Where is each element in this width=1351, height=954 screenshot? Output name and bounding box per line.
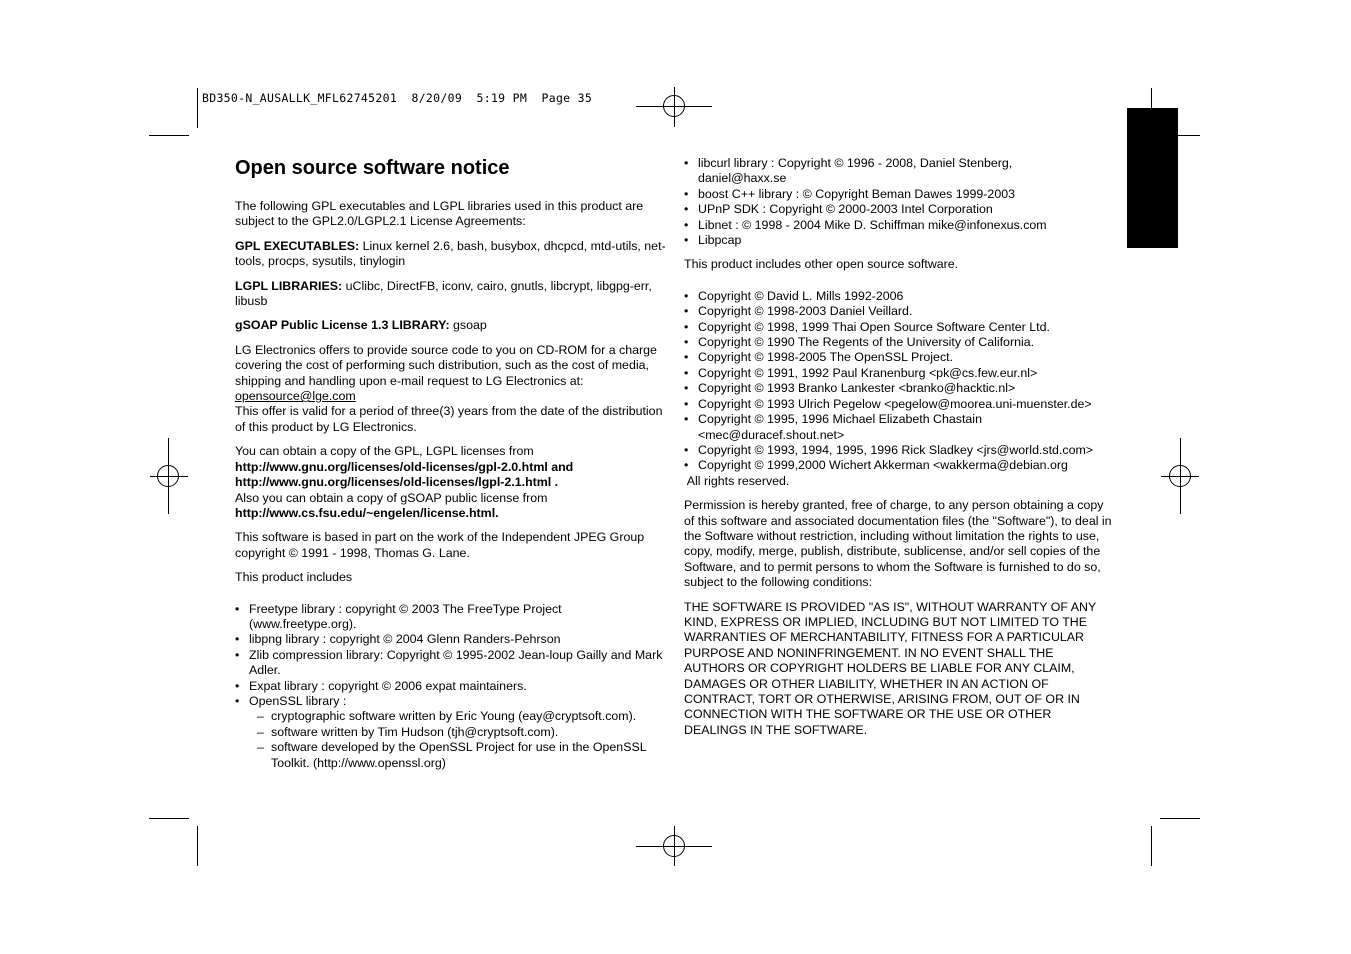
gpl-label: GPL EXECUTABLES: — [235, 238, 360, 253]
validity-paragraph: This offer is valid for a period of three(3) years from the date of the distribution of this product by LG Electronics. — [235, 404, 663, 434]
list-item: • UPnP SDK : Copyright © 2000-2003 Intel Corporation — [684, 202, 1116, 217]
list-item: • libpng library : copyright © 2004 Glenn Randers-Pehrson — [235, 632, 667, 647]
openssl-list — [257, 709, 667, 771]
gpl-text: Linux kernel 2.6, bash, busybox, dhcpcd, mtd-utils, net-tools, procps, sysutils, tinylogin — [235, 238, 666, 269]
list-item: • Copyright © 1999,2000 Wichert Akkerman <wakkerma@debian.org — [684, 458, 1116, 473]
permission-paragraph: Permission is hereby granted, free of charge, to any person obtaining a copy of this software and associated documentation files (the "Software"), to deal in the Software without restriction, including without limitation the rights to use, copy, modify, merge, publish, distribute, sublicense, and/or sell copies of the Software, and to permit persons to whom the Software is furnished to do so, subject to the following conditions: — [684, 498, 1112, 590]
registration-circle — [1169, 465, 1191, 487]
crop-mark — [1151, 826, 1152, 866]
list-item: • Expat library : copyright © 2006 expat maintainers. — [235, 679, 667, 694]
library-list-right — [684, 156, 1116, 248]
lgpl-text: uClibc, DirectFB, iconv, cairo, gnutls, libcrypt, libgpg-err, libusb — [235, 278, 652, 309]
section-tab — [1127, 108, 1178, 248]
includes-heading: This product includes — [235, 570, 353, 585]
list-item: • Copyright © 1995, 1996 Michael Elizabeth Chastain <mec@duracef.shout.net> — [684, 412, 1116, 443]
copyright-list — [684, 289, 1116, 474]
jpeg-paragraph: This software is based in part on the work of the Independent JPEG Group copyright © 1991 - 1998, Thomas G. Lane. — [235, 530, 645, 560]
list-item: • OpenSSL library : — [235, 694, 667, 709]
list-item: • Copyright © 1990 The Regents of the University of California. — [684, 335, 1116, 350]
left-column — [235, 156, 667, 771]
gpl-paragraph — [235, 239, 667, 270]
list-item: – software written by Tim Hudson (tjh@cryptsoft.com). — [257, 725, 667, 740]
crop-mark — [1160, 818, 1200, 819]
lgpl-label: LGPL LIBRARIES: — [235, 278, 343, 293]
list-item: • Freetype library : copyright © 2003 The FreeType Project (www.freetype.org). — [235, 602, 667, 633]
library-list — [235, 602, 667, 710]
page-title: Open source software notice — [235, 157, 510, 179]
print-slug: BD350-N_AUSALLK_MFL62745201 8/20/09 5:19 PM Page 35 — [202, 91, 593, 105]
registration-circle — [663, 835, 685, 857]
gsoap-text: gsoap — [449, 318, 487, 333]
gsoap-label: gSOAP Public License 1.3 LIBRARY: — [235, 318, 450, 333]
list-item: • Copyright © 1993 Ulrich Pegelow <pegelow@moorea.uni-muenster.de> — [684, 397, 1116, 412]
registration-circle — [663, 95, 685, 117]
warranty-paragraph: THE SOFTWARE IS PROVIDED "AS IS", WITHOUT WARRANTY OF ANY KIND, EXPRESS OR IMPLIED, INCLUDING BUT NOT LIMITED TO THE WARRANTIES OF MERCHANTABILITY, FITNESS FOR A PARTICULAR PURPOSE AND NONINFRINGEMENT. IN NO EVENT SHALL THE AUTHORS OR COPYRIGHT HOLDERS BE LIABLE FOR ANY CLAIM, DAMAGES OR OTHER LIABILITY, WHETHER IN AN ACTION OF CONTRACT, TORT OR OTHERWISE, ARISING FROM, OUT OF OR IN CONNECTION WITH THE SOFTWARE OR THE USE OR OTHER DEALINGS IN THE SOFTWARE. — [684, 599, 1096, 737]
obtain-text: You can obtain a copy of the GPL, LGPL licenses from — [235, 444, 534, 459]
openssl-sublist — [235, 709, 667, 771]
list-item: • libcurl library : Copyright © 1996 - 2008, Daniel Stenberg, daniel@haxx.se — [684, 156, 1116, 187]
gpl-url-text: http://www.gnu.org/licenses/old-licenses/gpl-2.0.html and — [235, 459, 574, 474]
list-item: • Copyright © 1998, 1999 Thai Open Source Software Center Ltd. — [684, 320, 1116, 335]
list-item: – cryptographic software written by Eric Young (eay@cryptsoft.com). — [257, 709, 667, 724]
gsoap-url-link[interactable] — [235, 506, 667, 521]
other-software-text: This product includes other open source software. — [684, 257, 959, 272]
lgpl-url-text: http://www.gnu.org/licenses/old-licenses/lgpl-2.1.html . — [235, 475, 559, 490]
crop-mark — [197, 826, 198, 866]
list-item: • Libnet : © 1998 - 2004 Mike D. Schiffman mike@infonexus.com — [684, 218, 1116, 233]
list-item: • Zlib compression library: Copyright © 1995-2002 Jean-loup Gailly and Mark Adler. — [235, 648, 667, 679]
list-item: – software developed by the OpenSSL Project for use in the OpenSSL Toolkit. (http://www.openssl.org) — [257, 740, 667, 771]
email-link[interactable]: opensource@lge.com — [235, 389, 356, 404]
offer-paragraph: LG Electronics offers to provide source code to you on CD-ROM for a charge covering the cost of performing such distribution, such as the cost of media, shipping and handling upon e-mail request to LG Electronics at: — [235, 342, 657, 388]
list-item: • Copyright © 1993 Branko Lankester <branko@hacktic.nl> — [684, 381, 1116, 396]
list-item: • Copyright © David L. Mills 1992-2006 — [684, 289, 1116, 304]
obtain-gsoap-text: Also you can obtain a copy of gSOAP public license from — [235, 490, 548, 505]
right-column — [684, 156, 1116, 747]
gsoap-paragraph — [235, 318, 667, 333]
crop-mark — [149, 818, 189, 819]
crop-mark — [149, 135, 189, 136]
gpl-url-link[interactable] — [235, 460, 667, 475]
crop-mark — [197, 88, 198, 128]
lgpl-url-link[interactable] — [235, 475, 667, 490]
intro-paragraph: The following GPL executables and LGPL libraries used in this product are subject to the GPL2.0/LGPL2.1 License Agreements: — [235, 199, 644, 229]
rights-reserved: All rights reserved. — [684, 473, 790, 488]
list-item: • Libpcap — [684, 233, 1116, 248]
lgpl-paragraph — [235, 279, 667, 310]
list-item: • Copyright © 1998-2005 The OpenSSL Project. — [684, 350, 1116, 365]
registration-circle — [157, 465, 179, 487]
list-item: • Copyright © 1991, 1992 Paul Kranenburg <pk@cs.few.eur.nl> — [684, 366, 1116, 381]
list-item: • Copyright © 1998-2003 Daniel Veillard. — [684, 304, 1116, 319]
list-item: • Copyright © 1993, 1994, 1995, 1996 Rick Sladkey <jrs@world.std.com> — [684, 443, 1116, 458]
list-item: • boost C++ library : © Copyright Beman Dawes 1999-2003 — [684, 187, 1116, 202]
gsoap-url-text: http://www.cs.fsu.edu/~engelen/license.html. — [235, 505, 499, 520]
